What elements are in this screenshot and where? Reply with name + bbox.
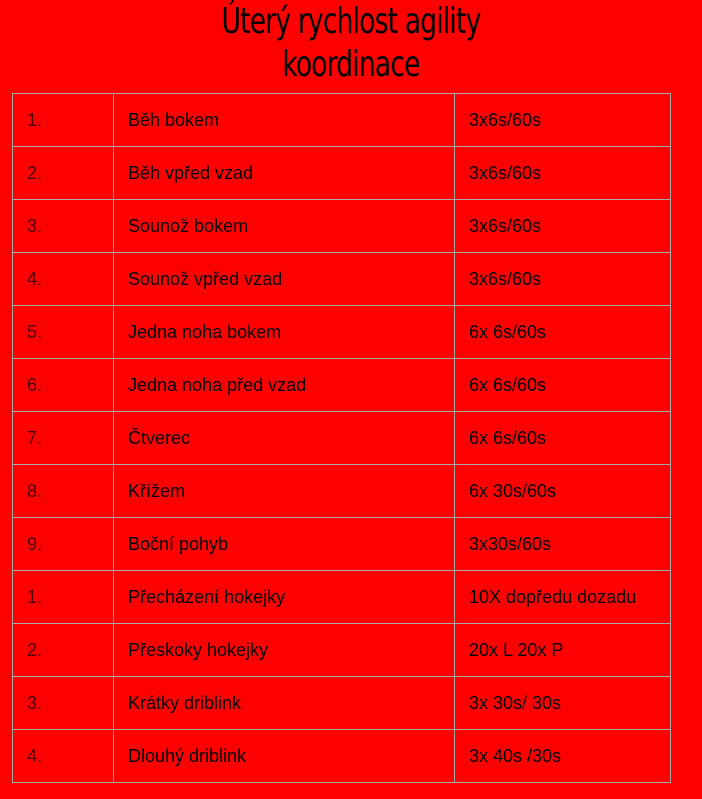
exercise-name: Jedna noha před vzad bbox=[114, 359, 455, 412]
table-row bbox=[13, 359, 671, 412]
row-number: 3. bbox=[13, 200, 114, 253]
exercise-dose: 10X dopředu dozadu bbox=[455, 571, 671, 624]
exercise-name: Čtverec bbox=[114, 412, 455, 465]
page-title bbox=[63, 0, 639, 86]
exercise-dose: 3x 40s /30s bbox=[455, 730, 671, 783]
row-number: 7. bbox=[13, 412, 114, 465]
exercise-dose: 3x6s/60s bbox=[455, 94, 671, 147]
table-row bbox=[13, 677, 671, 730]
table-row bbox=[13, 412, 671, 465]
page-title-line-2: koordinace bbox=[282, 44, 420, 85]
table-row bbox=[13, 200, 671, 253]
exercise-dose: 20x L 20x P bbox=[455, 624, 671, 677]
row-number: 4. bbox=[13, 253, 114, 306]
table-row bbox=[13, 624, 671, 677]
row-number: 9. bbox=[13, 518, 114, 571]
exercise-name: Krátky driblink bbox=[114, 677, 455, 730]
exercise-name: Přecházení hokejky bbox=[114, 571, 455, 624]
exercise-dose: 6x 6s/60s bbox=[455, 359, 671, 412]
row-number: 8. bbox=[13, 465, 114, 518]
page-title-line-1: Úterý rychlost agility bbox=[221, 1, 481, 42]
exercise-dose: 6x 6s/60s bbox=[455, 412, 671, 465]
row-number: 4. bbox=[13, 730, 114, 783]
table-row bbox=[13, 465, 671, 518]
table-row bbox=[13, 730, 671, 783]
exercise-dose: 3x 30s/ 30s bbox=[455, 677, 671, 730]
row-number: 6. bbox=[13, 359, 114, 412]
row-number: 1. bbox=[13, 94, 114, 147]
exercise-name: Přeskoky hokejky bbox=[114, 624, 455, 677]
exercise-dose: 3x6s/60s bbox=[455, 253, 671, 306]
exercise-dose: 3x6s/60s bbox=[455, 200, 671, 253]
exercise-dose: 3x6s/60s bbox=[455, 147, 671, 200]
exercise-name: Běh bokem bbox=[114, 94, 455, 147]
exercise-name: Jedna noha bokem bbox=[114, 306, 455, 359]
row-number: 5. bbox=[13, 306, 114, 359]
exercise-name: Sounož bokem bbox=[114, 200, 455, 253]
row-number: 2. bbox=[13, 147, 114, 200]
table-row bbox=[13, 253, 671, 306]
row-number: 1. bbox=[13, 571, 114, 624]
exercise-name: Sounož vpřed vzad bbox=[114, 253, 455, 306]
table-row bbox=[13, 306, 671, 359]
row-number: 2. bbox=[13, 624, 114, 677]
table-row bbox=[13, 147, 671, 200]
table-row bbox=[13, 518, 671, 571]
exercise-table bbox=[12, 93, 671, 783]
exercise-dose: 3x30s/60s bbox=[455, 518, 671, 571]
exercise-name: Běh vpřed vzad bbox=[114, 147, 455, 200]
table-row bbox=[13, 571, 671, 624]
exercise-dose: 6x 30s/60s bbox=[455, 465, 671, 518]
exercise-name: Křížem bbox=[114, 465, 455, 518]
table-row bbox=[13, 94, 671, 147]
exercise-name: Boční pohyb bbox=[114, 518, 455, 571]
exercise-name: Dlouhý driblink bbox=[114, 730, 455, 783]
row-number: 3. bbox=[13, 677, 114, 730]
exercise-dose: 6x 6s/60s bbox=[455, 306, 671, 359]
